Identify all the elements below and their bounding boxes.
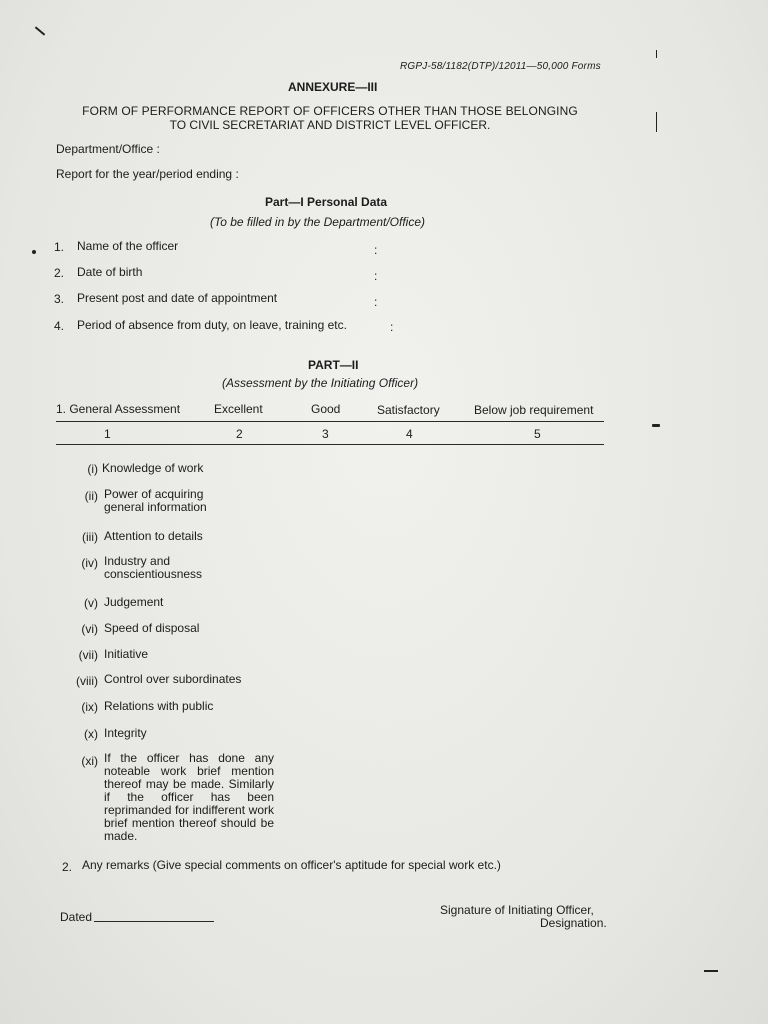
assessment-item-number: (ix) xyxy=(81,700,98,714)
column-excellent: Excellent xyxy=(214,402,263,416)
assessment-item-number: (i) xyxy=(87,462,98,476)
assessment-item-label: Industry and conscientiousness xyxy=(104,554,203,581)
assessment-item-number: (x) xyxy=(84,727,98,741)
assessment-item-label: Knowledge of work xyxy=(102,461,204,475)
table-bottom-rule xyxy=(56,444,604,445)
form-reference: RGPJ-58/1182(DTP)/12011—50,000 Forms xyxy=(400,61,601,72)
form-title-line1: FORM OF PERFORMANCE REPORT OF OFFICERS OTHER THAN THOSE BELONGING xyxy=(82,104,578,118)
table-top-rule xyxy=(56,421,604,422)
assessment-item-number: (v) xyxy=(84,596,98,610)
part1-subtitle: (To be filled in by the Department/Office) xyxy=(210,215,425,229)
column-number: 5 xyxy=(534,427,541,441)
assessment-item-number: (iv) xyxy=(81,556,98,570)
column-satisfactory: Satisfactory xyxy=(377,403,440,417)
scan-mark xyxy=(704,970,718,972)
column-number: 4 xyxy=(406,427,413,441)
assessment-item-label: If the officer has done any noteable work brief mention thereof may be made. Similarly if the officer has been reprimanded for indifferent work brief mention thereof should be made. xyxy=(104,751,274,843)
scan-mark xyxy=(656,112,657,132)
column-good: Good xyxy=(311,402,341,416)
scan-mark xyxy=(32,250,36,254)
assessment-item-number: (viii) xyxy=(76,674,98,688)
part1-item-label: Period of absence from duty, on leave, training etc. xyxy=(77,318,347,332)
column-number: 2 xyxy=(236,427,243,441)
assessment-item-label: Control over subordinates xyxy=(104,672,242,686)
part1-title: Part—I Personal Data xyxy=(265,195,388,209)
assessment-item-label: Judgement xyxy=(104,595,164,609)
column-below-requirement: Below job requirement xyxy=(474,403,594,417)
annexure-label: ANNEXURE—III xyxy=(288,80,378,94)
column-number: 3 xyxy=(322,427,329,441)
part1-item-label: Name of the officer xyxy=(77,239,179,253)
assessment-item-number: (iii) xyxy=(82,530,98,544)
document-page: RGPJ-58/1182(DTP)/12011—50,000 Forms ANNEXURE—III FORM OF PERFORMANCE REPORT OF OFFICERS OTHER THAN THOSE BELONGING TO CIVIL SECRETARIAT AND DISTRICT LEVEL OFFICER. Department/Office : Report for the year/period ending : Part—I Personal Data (To be filled in by the Department/Office) 1. Name of the officer : 2. Date of birth : 3. Present post and date of appointment : 4. Period of absence from duty, on leave, training etc. : PART—II (Assessment by the Initiating Officer) 1. General Assessment Excellent Good Satisfactory Below job requirement 1 2 3 4 5 (i) Knowledge of work (ii) Power of acquiring general information (iii) Attention to details (iv) Industry and conscientiousness (v) Judgement (vi) Speed of disposal (vii) Initiative (viii) Control over subordinates (ix) Relations with public (x) Integrity (xi) If the officer has done any noteable work brief mention thereof may be made. Similarly if the officer has been reprimanded for indifferent work brief mention thereof should be made. 2. Any remarks (Give special comments on officer's aptitude for special work etc.) Dated Signature of Initiating Officer, Designation. xyxy=(0,0,768,1024)
assessment-item-number: (xi) xyxy=(81,754,98,768)
department-field: Department/Office : xyxy=(56,142,160,156)
signature-label: Signature of Initiating Officer, xyxy=(440,903,594,917)
column-number: 1 xyxy=(104,427,111,441)
dated-label: Dated xyxy=(60,910,93,924)
assessment-item-number: (vi) xyxy=(81,622,98,636)
assessment-item-label: Speed of disposal xyxy=(104,621,200,635)
designation-label: Designation. xyxy=(540,916,607,930)
remarks-number: 2. xyxy=(62,860,73,874)
assessment-item-label: Attention to details xyxy=(104,529,203,543)
assessment-item-label: Integrity xyxy=(104,726,147,740)
form-title-line2: TO CIVIL SECRETARIAT AND DISTRICT LEVEL OFFICER. xyxy=(169,118,491,132)
scan-mark xyxy=(35,26,45,35)
dated-line xyxy=(94,921,214,922)
part2-subtitle: (Assessment by the Initiating Officer) xyxy=(222,376,419,390)
part2-title: PART—II xyxy=(308,358,359,372)
assessment-heading: 1. General Assessment xyxy=(56,402,181,416)
part1-item-label: Date of birth xyxy=(77,265,143,279)
part1-item-label: Present post and date of appointment xyxy=(77,291,278,305)
scan-mark xyxy=(652,424,660,427)
assessment-item-label: Relations with public xyxy=(104,699,214,713)
report-period-field: Report for the year/period ending : xyxy=(56,167,239,181)
assessment-item-label: Initiative xyxy=(104,647,149,661)
remarks-label: Any remarks (Give special comments on officer's aptitude for special work etc.) xyxy=(82,858,501,872)
assessment-item-number: (vii) xyxy=(78,648,98,662)
scan-mark xyxy=(656,50,657,58)
assessment-item-label: Power of acquiring general information xyxy=(104,487,207,514)
assessment-item-number: (ii) xyxy=(84,489,98,503)
